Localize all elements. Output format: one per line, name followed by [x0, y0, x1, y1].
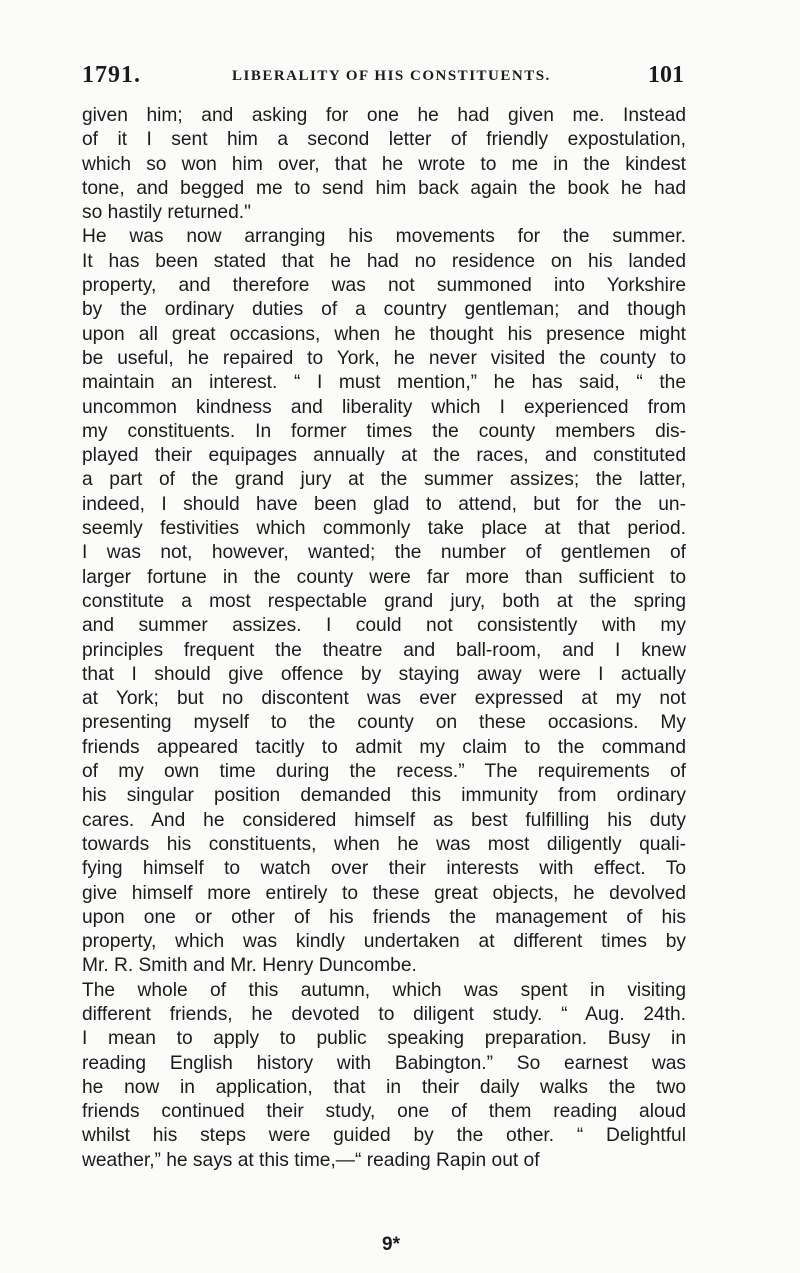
- text-line: property, which was kindly undertaken at different times by: [82, 931, 686, 953]
- text-line: presenting myself to the county on these occasions. My: [82, 712, 686, 734]
- text-line: upon all great occasions, when he thought his presence might: [82, 323, 686, 345]
- text-line: seemly festivities which commonly take place at that period.: [82, 518, 686, 540]
- text-line: friends appeared tacitly to admit my claim to the command: [82, 736, 686, 758]
- text-line: given him; and asking for one he had given me. Instead: [82, 105, 686, 126]
- text-line: It has been stated that he had no residence on his landed: [82, 250, 686, 272]
- text-line: towards his constituents, when he was most diligently quali-: [82, 833, 686, 855]
- text-line: give himself more entirely to these great objects, he devolved: [82, 882, 686, 904]
- text-line: principles frequent the theatre and ball-room, and I knew: [82, 639, 686, 661]
- text-line: he now in application, that in their daily walks the two: [82, 1076, 686, 1098]
- signature-mark: 9*: [382, 1234, 400, 1255]
- text-line: property, and therefore was not summoned into Yorkshire: [82, 275, 686, 297]
- text-line: larger fortune in the county were far more than sufficient to: [82, 566, 686, 588]
- text-line: indeed, I should have been glad to attend, but for the un-: [82, 493, 686, 515]
- text-line: be useful, he repaired to York, he never visited the county to: [82, 347, 686, 369]
- text-line: I was not, however, wanted; the number of gentlemen of: [82, 542, 686, 564]
- text-line: Mr. R. Smith and Mr. Henry Duncombe.: [82, 955, 417, 977]
- text-line: reading English history with Babington.” So earnest was: [82, 1052, 686, 1074]
- text-line: at York; but no discontent was ever expressed at my not: [82, 688, 686, 710]
- text-line: friends continued their study, one of them reading aloud: [82, 1101, 686, 1123]
- page-number: 101: [648, 62, 684, 88]
- text-line: uncommon kindness and liberality which I experienced from: [82, 396, 686, 418]
- text-line: constitute a most respectable grand jury, both at the spring: [82, 590, 686, 612]
- text-line: that I should give offence by staying away were I actually: [82, 663, 686, 685]
- text-line: upon one or other of his friends the management of his: [82, 906, 686, 928]
- page-header: [82, 62, 682, 90]
- text-line: so hastily returned.": [82, 202, 251, 224]
- text-line: I mean to apply to public speaking preparation. Busy in: [82, 1028, 686, 1050]
- text-line: of it I sent him a second letter of friendly expostulation,: [82, 129, 686, 151]
- text-line: tone, and begged me to send him back again the book he had: [82, 177, 686, 199]
- header-year: 1791.: [82, 62, 141, 88]
- text-line: by the ordinary duties of a country gentleman; and though: [82, 299, 686, 321]
- text-line: weather,” he says at this time,—“ reading Rapin out of: [82, 1149, 540, 1171]
- text-line: his singular position demanded this immunity from ordinary: [82, 785, 686, 807]
- text-line: and summer assizes. I could not consistently with my: [82, 615, 686, 637]
- text-line: maintain an interest. “ I must mention,” he has said, “ the: [82, 372, 686, 394]
- text-line: my constituents. In former times the county members dis-: [82, 420, 686, 442]
- text-line: played their equipages annually at the races, and constituted: [82, 445, 686, 467]
- text-line: He was now arranging his movements for the summer.: [82, 226, 686, 248]
- text-line: which so won him over, that he wrote to me in the kindest: [82, 153, 686, 175]
- text-line: The whole of this autumn, which was spent in visiting: [82, 979, 686, 1001]
- running-title: LIBERALITY OF HIS CONSTITUENTS.: [232, 68, 551, 84]
- text-line: whilst his steps were guided by the other. “ Delightful: [82, 1125, 686, 1147]
- text-line: fying himself to watch over their interests with effect. To: [82, 858, 686, 880]
- body-text: [82, 104, 686, 1173]
- text-line: different friends, he devoted to diligent study. “ Aug. 24th.: [82, 1003, 686, 1025]
- text-line: of my own time during the recess.” The requirements of: [82, 761, 686, 783]
- text-line: a part of the grand jury at the summer assizes; the latter,: [82, 469, 686, 491]
- text-line: cares. And he considered himself as best fulfilling his duty: [82, 809, 686, 831]
